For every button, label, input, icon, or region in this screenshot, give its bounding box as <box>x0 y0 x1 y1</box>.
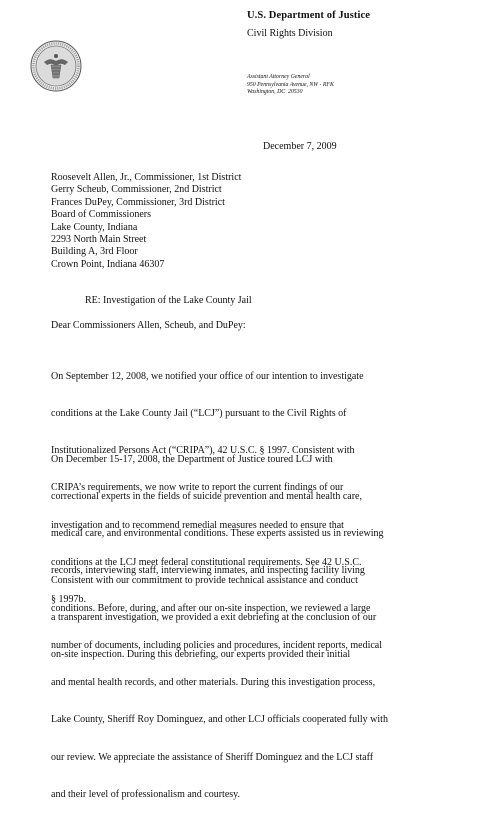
recipient-line: Frances DuPey, Commissioner, 3rd District <box>51 196 225 208</box>
paragraph-line: a transparent investigation, we provided a exit debriefing at the conclusion of our <box>51 612 377 624</box>
paragraph-line: CRIPA’s requirements, we now write to report the current findings of our <box>51 482 344 494</box>
paragraph-line: Lake County, Sheriff Roy Dominguez, and other LCJ officials cooperated fully with <box>51 714 388 726</box>
subject-line: RE: Investigation of the Lake County Jail <box>85 295 252 306</box>
recipient-line: 2293 North Main Street <box>51 234 147 246</box>
paragraph-line: Consistent with our commitment to provide technical assistance and conduct <box>51 574 358 586</box>
doj-seal-icon <box>30 40 82 92</box>
paragraph-line: conditions at the LCJ meet federal constitutional requirements. See 42 U.S.C. <box>51 556 362 568</box>
paragraph-line: and their level of professionalism and courtesy. <box>51 788 241 800</box>
recipient-line: Gerry Scheub, Commissioner, 2nd District <box>51 184 222 196</box>
recipient-line: Roosevelt Allen, Jr., Commissioner, 1st District <box>51 172 242 183</box>
paragraph-line: Institutionalized Persons Act (“CRIPA”), 42 U.S.C. § 1997. Consistent with <box>51 445 355 457</box>
paragraph-line: on-site inspection. During this debriefing, our experts provided their initial <box>51 649 351 661</box>
paragraph-line: On December 15-17, 2008, the Department of Justice toured LCJ with <box>51 453 333 465</box>
paragraph-line: § 1997b. <box>51 594 86 606</box>
sender-address <box>247 74 334 97</box>
sender-address-line: 950 Pennsylvania Avenue, NW - RFK <box>247 81 334 88</box>
sender-address-line: Washington, DC 20530 <box>247 89 303 96</box>
sender-address-line: Assistant Attorney General <box>247 74 310 80</box>
paragraph-line: our review. We appreciate the assistance of Sheriff Dominguez and the LCJ staff <box>51 751 374 763</box>
recipient-line: Building A, 3rd Floor <box>51 246 138 258</box>
body-paragraph-3 <box>51 550 471 674</box>
paragraph-line: correctional experts in the fields of suicide prevention and mental health care, <box>51 491 362 503</box>
paragraph-line: medical care, and environmental conditions. These experts assisted us in reviewing <box>51 528 384 540</box>
recipient-line: Lake County, Indiana <box>51 221 138 233</box>
paragraph-line: conditions. Before, during, and after our on-site inspection, we reviewed a large <box>51 602 371 614</box>
salutation: Dear Commissioners Allen, Scheub, and DuPey: <box>51 320 246 331</box>
paragraph-line: number of documents, including policies and procedures, incident reports, medical <box>51 639 383 651</box>
paragraph-line: and mental health records, and other materials. During this investigation process, <box>51 677 376 689</box>
recipient-line: Board of Commissioners <box>51 209 151 221</box>
recipient-line: Crown Point, Indiana 46307 <box>51 258 165 270</box>
division-name: Civil Rights Division <box>247 28 333 39</box>
paragraph-line: records, interviewing staff, interviewing inmates, and inspecting facility living <box>51 565 365 577</box>
recipient-block <box>51 172 241 271</box>
paragraph-line: investigation and to recommend remedial measures needed to ensure that <box>51 519 344 531</box>
letter-date: December 7, 2009 <box>263 141 337 152</box>
paragraph-line: conditions at the Lake County Jail (“LCJ”) pursuant to the Civil Rights of <box>51 408 347 420</box>
department-name: U.S. Department of Justice <box>247 10 371 21</box>
paragraph-line: On September 12, 2008, we notified your office of our intention to investigate <box>51 370 364 382</box>
